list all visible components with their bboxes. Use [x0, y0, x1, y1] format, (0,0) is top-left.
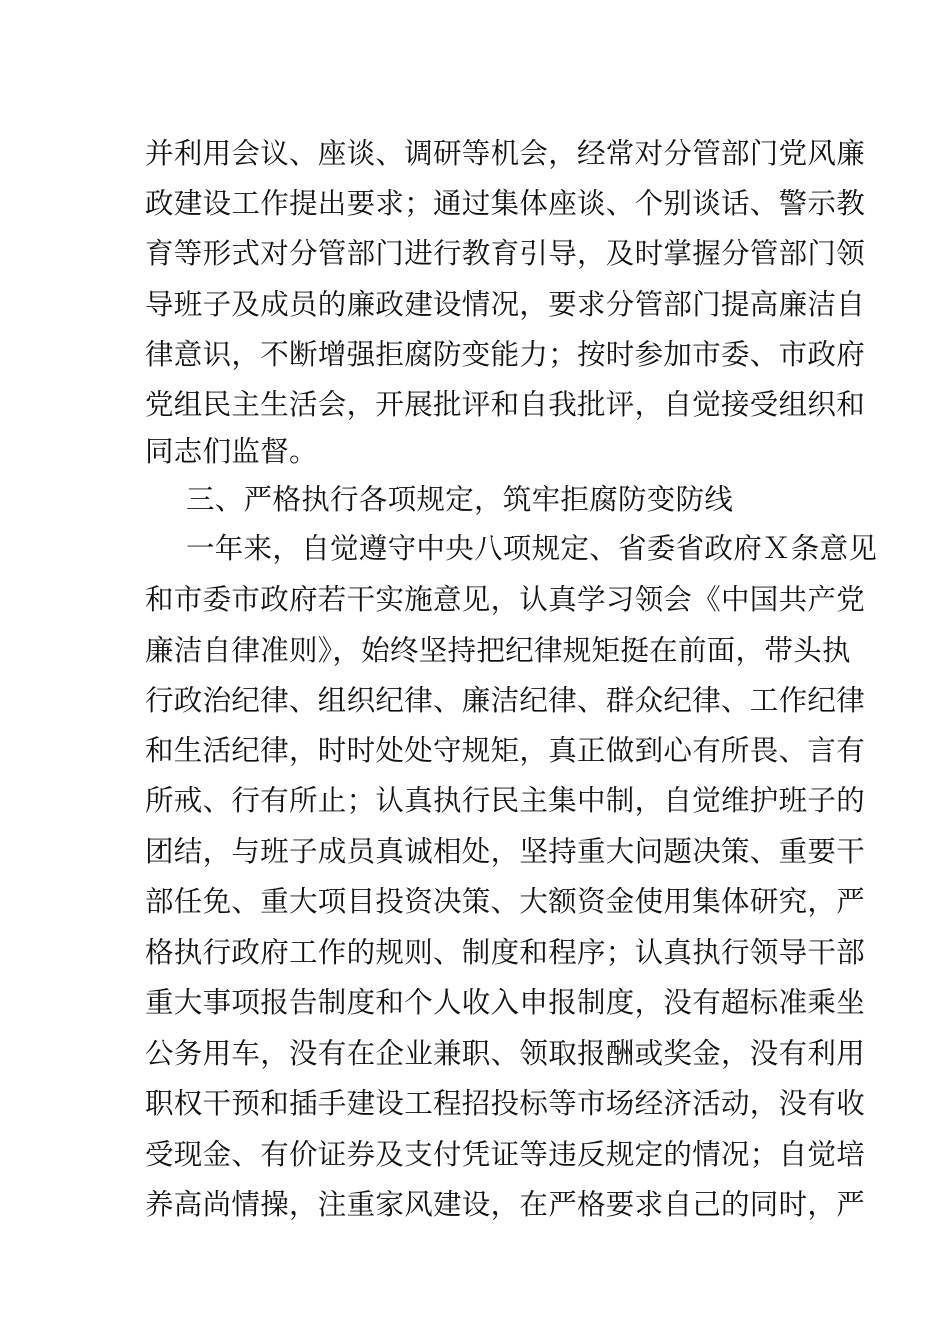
- paragraph-line: 格执行政府工作的规则、制度和程序；认真执行领导干部: [145, 936, 866, 969]
- paragraph-line: 导班子及成员的廉政建设情况，要求分管部门提高廉洁自: [145, 288, 866, 321]
- paragraph-line: 党组民主生活会，开展批评和自我批评，自觉接受组织和: [145, 388, 866, 421]
- paragraph-line: 公务用车，没有在企业兼职、领取报酬或奖金，没有利用: [145, 1037, 866, 1070]
- paragraph-line: 部任免、重大项目投资决策、大额资金使用集体研究，严: [145, 885, 866, 918]
- paragraph-line: 团结，与班子成员真诚相处，坚持重大问题决策、重要干: [145, 835, 866, 868]
- paragraph-line: 行政治纪律、组织纪律、廉洁纪律、群众纪律、工作纪律: [145, 684, 866, 717]
- paragraph-line: 政建设工作提出要求；通过集体座谈、个别谈话、警示教: [145, 187, 866, 220]
- paragraph-line: 和生活纪律，时时处处守规矩，真正做到心有所畏、言有: [145, 734, 866, 767]
- paragraph-line: 一年来，自觉遵守中央八项规定、省委省政府Ｘ条意见: [186, 532, 878, 565]
- paragraph-line: 重大事项报告制度和个人收入申报制度，没有超标准乘坐: [145, 986, 866, 1019]
- paragraph-line: 并利用会议、座谈、调研等机会，经常对分管部门党风廉: [145, 137, 866, 170]
- paragraph-line: 和市委市政府若干实施意见，认真学习领会《中国共产党: [145, 583, 866, 616]
- paragraph-line: 育等形式对分管部门进行教育引导，及时掌握分管部门领: [145, 237, 866, 270]
- paragraph-line: 同志们监督。: [145, 435, 318, 468]
- paragraph-line: 廉洁自律准则》，始终坚持把纪律规矩挺在前面，带头执: [145, 634, 851, 667]
- paragraph-line: 所戒、行有所止；认真执行民主集中制，自觉维护班子的: [145, 784, 866, 817]
- paragraph-line: 律意识，不断增强拒腐防变能力；按时参加市委、市政府: [145, 338, 866, 371]
- paragraph-line: 职权干预和插手建设工程招投标等市场经济活动，没有收: [145, 1087, 866, 1120]
- paragraph-line: 养高尚情操，注重家风建设，在严格要求自己的同时，严: [145, 1188, 866, 1221]
- paragraph-line: 受现金、有价证券及支付凭证等违反规定的情况；自觉培: [145, 1138, 866, 1171]
- section-heading: 三、严格执行各项规定，筑牢拒腐防变防线: [186, 483, 734, 516]
